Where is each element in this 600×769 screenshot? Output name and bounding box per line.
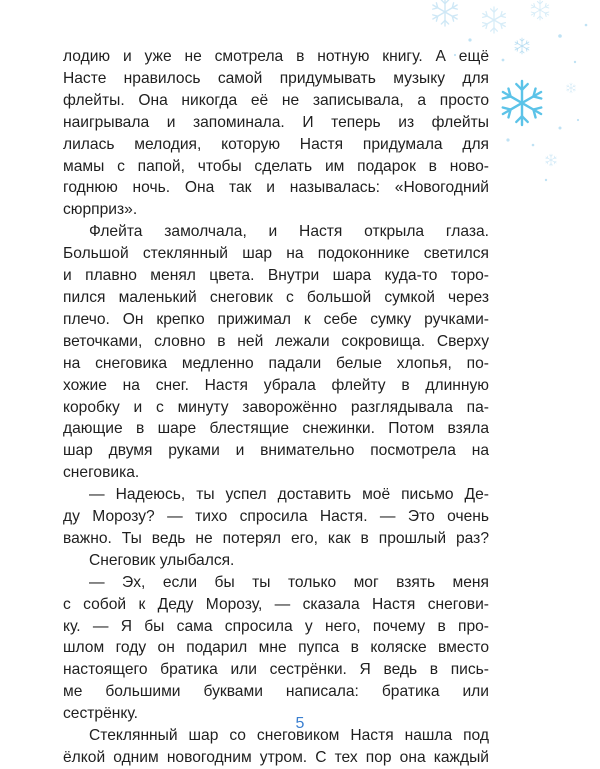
- text-line: ёлкой одним новогодним утром. С тех пор она каждый: [63, 749, 489, 766]
- text-line: плечо. Он крепко прижимал к себе сумку ручками-: [63, 310, 489, 328]
- text-line: с собой к Деду Морозу, — сказала Настя снегови-: [63, 595, 489, 613]
- text-line: ду Морозу? — тихо спросила Настя. — Это очень: [63, 508, 489, 526]
- text-line: настоящего братика или сестрёнки. Я ведь в пись-: [63, 661, 489, 679]
- paragraph: [63, 221, 489, 484]
- text-line: флейты. Она никогда её не записывала, а просто: [63, 91, 489, 109]
- text-line: годнюю ночь. Она так и называлась: «Новогодний: [63, 179, 489, 197]
- snowflake-large-icon: [503, 81, 541, 125]
- text-line: хожие на снег. Настя убрала флейту в длинную: [63, 376, 489, 394]
- text-line: Флейта замолчала, и Настя открыла глаза.: [89, 223, 489, 241]
- text-line: — Надеюсь, ты успел доставить моё письмо Де-: [89, 486, 489, 504]
- snowflake-small-icon: [546, 154, 556, 166]
- snowflake-small-icon: [531, 0, 548, 20]
- text-line: наигрывала и запоминала. И теперь из флейты: [63, 113, 489, 131]
- text-line: веточками, словно в ней лежали сокровища. Сверху: [63, 332, 489, 350]
- text-line: шар двумя руками и внимательно посмотрела на: [63, 442, 489, 460]
- snowflake-small-icon: [567, 83, 576, 93]
- page-number: 5: [295, 715, 305, 732]
- paragraph: [63, 46, 489, 221]
- text-line: сюрприз».: [63, 201, 138, 219]
- text-line: лилась мелодия, которую Настя придумала для: [63, 135, 489, 153]
- text-line: ме большими буквами написала: братика или: [63, 683, 489, 701]
- text-line: дающие в шаре блестящие снежинки. Потом взяла: [63, 420, 489, 438]
- text-line: Стеклянный шар со снеговиком Настя нашла под: [89, 727, 489, 745]
- text-line: на снеговика медленно падали белые хлопья, по-: [63, 354, 489, 372]
- paragraph: [63, 572, 489, 725]
- text-line: — Эх, если бы ты только мог взять меня: [89, 573, 489, 591]
- snowflake-small-icon: [515, 38, 529, 54]
- text-line: мамы с папой, чтобы сделать им подарок в ново-: [63, 157, 489, 175]
- text-line: ку. — Я бы сама спросила у него, почему в про-: [63, 617, 489, 635]
- snowflake-small-icon: [433, 0, 457, 26]
- paragraph: [63, 550, 489, 572]
- text-line: пился маленький снеговик с большой сумкой через: [63, 288, 489, 306]
- text-line: Большой стеклянный шар на подоконнике светился: [63, 245, 489, 263]
- text-line: лодию и уже не смотрела в нотную книгу. А ещё: [63, 48, 489, 65]
- text-line: сестрёнку.: [63, 705, 138, 723]
- text-line: коробку и с минуту заворожённо разглядывала па-: [63, 398, 489, 416]
- text-line: шлом году он подарил мне пупса в коляске вместо: [63, 639, 489, 657]
- text-line: и плавно менял цвета. Внутри шара куда-то торо-: [63, 267, 489, 285]
- text-line: снеговика.: [63, 464, 140, 482]
- paragraph: [63, 484, 489, 550]
- snowflake-small-icon: [483, 7, 506, 33]
- text-line: Снеговик улыбался.: [89, 551, 235, 569]
- text-line: Насте нравилось самой придумывать музыку для: [63, 69, 489, 87]
- body-text: [63, 46, 489, 769]
- text-line: важно. Ты ведь не потерял его, как в прошлый раз?: [63, 529, 489, 547]
